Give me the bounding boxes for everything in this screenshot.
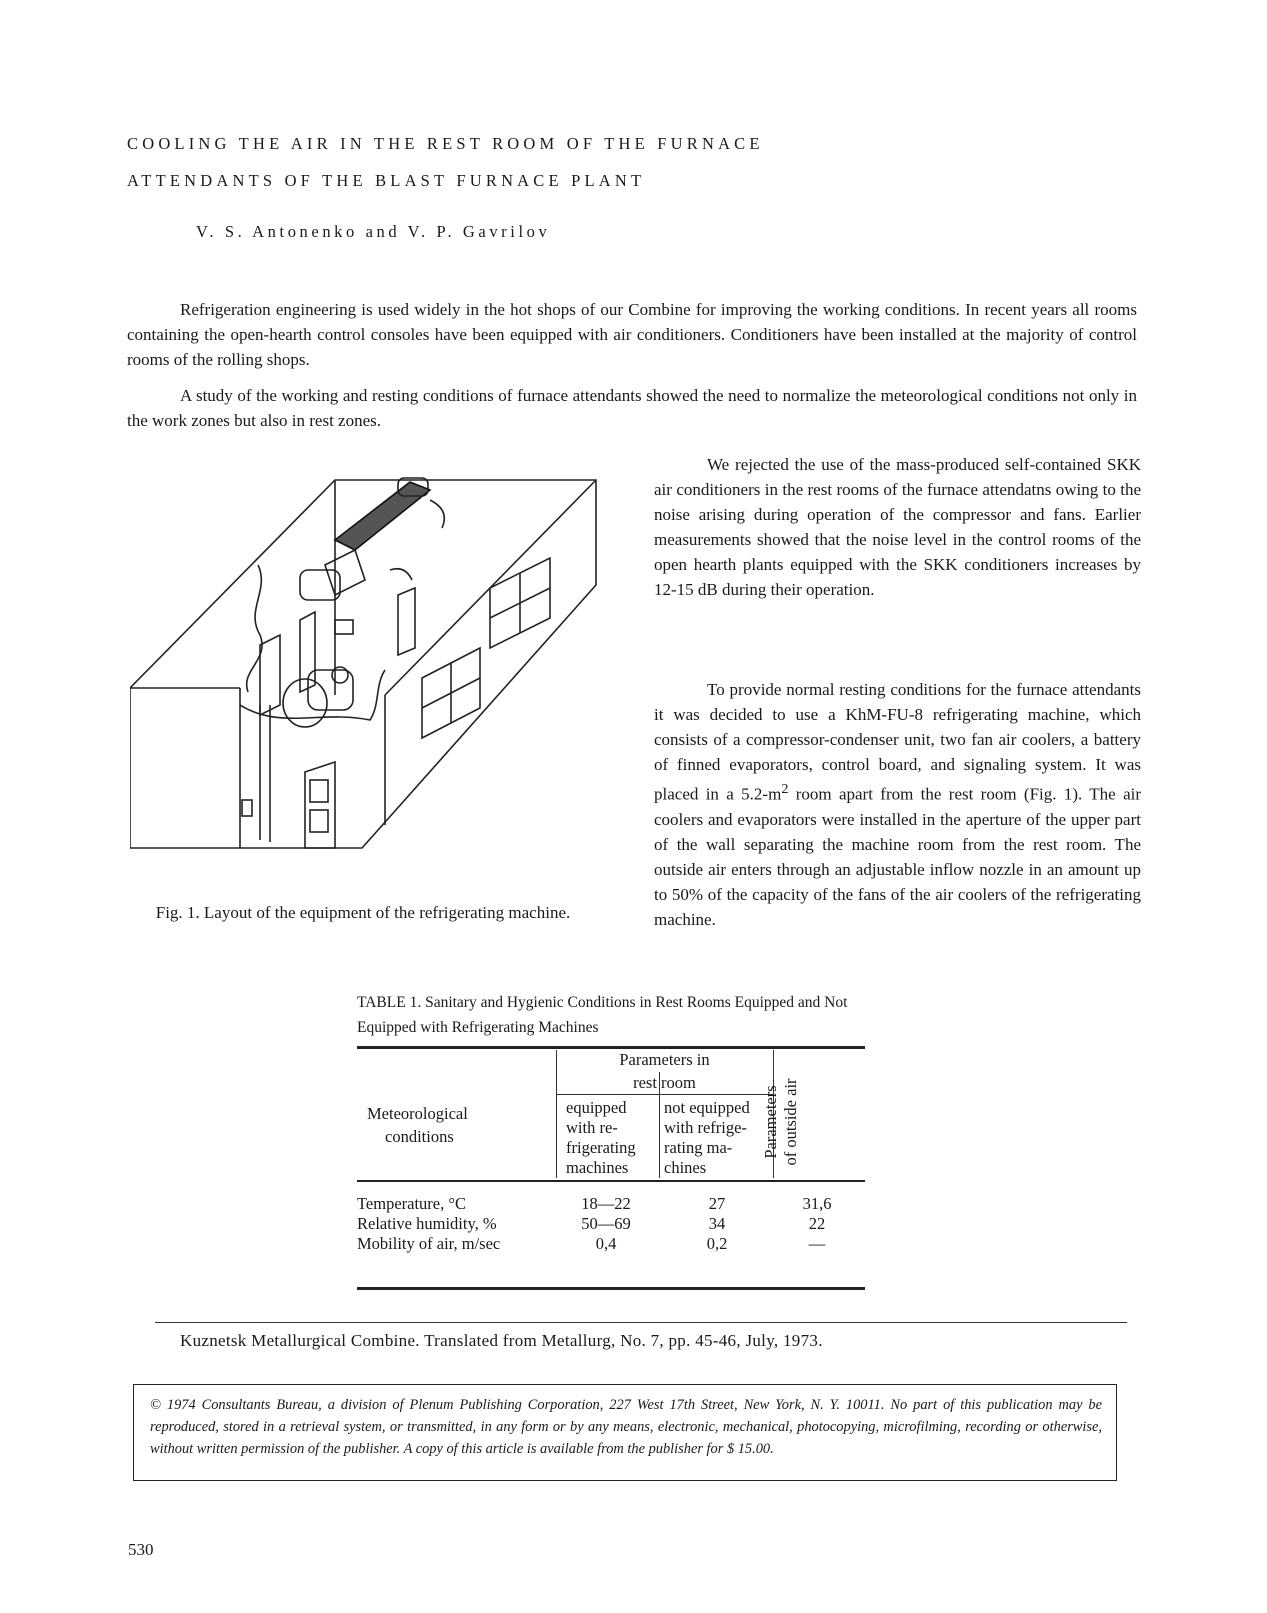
paragraph-3: We rejected the use of the mass-produced self-contained SKK air conditioners in the rest rooms of the furnace attendatns owing to the noise arising during operation of the compressor and fans. Earlier measurements showed that the noise level in the control rooms of the open hearth plants equipped with the SKK conditioners increases by 12-15 dB during their operation. [654,455,1141,599]
table-1-caption: TABLE 1. Sanitary and Hygienic Conditions in Rest Rooms Equipped and Not Equipped with Refrigerating Machines [357,994,848,1036]
header-not-equipped-line: not equipped [664,1098,750,1117]
header-equipped-line: machines [566,1158,629,1177]
header-equipped [566,1098,658,1178]
row-not-equipped: 0,2 [706,1234,728,1253]
table-row [357,1214,865,1234]
table-bottom-rule [357,1287,865,1290]
header-outside-air [761,1058,801,1186]
row-outside: — [808,1234,826,1253]
table-row [357,1194,865,1214]
footnote: Kuznetsk Metallurgical Combine. Translated from Metallurg, No. 7, pp. 45-46, July, 1973. [180,1331,823,1350]
header-equipped-line: equipped [566,1098,627,1117]
header-conditions-line-1: Meteorological [367,1104,468,1123]
header-equipped-line: frigerating [566,1138,636,1157]
header-not-equipped [664,1098,772,1178]
airflow-arrow [430,500,444,528]
header-conditions [367,1102,547,1148]
header-outside-line-2: of outside air [781,1078,800,1166]
header-params-line-2: rest room [633,1073,696,1092]
title-line-1: COOLING THE AIR IN THE REST ROOM OF THE FURNACE [127,134,764,153]
footnote-rule [155,1322,1127,1323]
row-equipped: 0,4 [595,1234,617,1253]
evaporator-panel [260,635,280,715]
air-duct [335,482,430,550]
table-body [357,1194,865,1254]
table-1 [357,1046,865,1291]
figure-1-caption: Fig. 1. Layout of the equipment of the refrigerating machine. [155,903,571,922]
paragraph-2: A study of the working and resting conditions of furnace attendants showed the need to normalize the meteorological conditions not only in the work zones but also in rest zones. [127,386,1137,430]
header-params [556,1048,773,1094]
header-outside-line-1: Parameters [761,1085,780,1159]
paragraph-4-text: To provide normal resting conditions for the furnace attendants it was decided to use a KhM-FU-8 refrigerating machine, which consists of a compressor-condenser unit, two fan air coolers, a battery of finned evaporators, control board, and signaling system. It was placed in a 5.2-m [654,680,1141,804]
fan-air-cooler [300,570,340,600]
authors: V. S. Antonenko and V. P. Gavrilov [196,222,551,241]
paragraph-1: Refrigeration engineering is used widely in the hot shops of our Combine for improving the working conditions. In recent years all rooms containing the open-hearth control consoles have been equipped with air conditioners. Conditioners have been installed at the majority of control rooms of the rolling shops. [127,300,1137,369]
table-subheader-rule [556,1094,773,1095]
row-equipped: 18—22 [581,1194,631,1213]
copyright-notice: © 1974 Consultants Bureau, a division of Plenum Publishing Corporation, 227 West 17th Street, New York, N. Y. 10011. No part of this publication may be reproduced, stored in a retrieval system, or transmitted, in any form or by any means, electronic, mechanical, photocopying, microfilming, recording or otherwise, without written permission of the publisher. A copy of this article is available from the publisher for $ 15.00. [133,1384,1117,1481]
figure-1-drawing [130,470,600,880]
title-line-2: ATTENDANTS OF THE BLAST FURNACE PLANT [127,171,646,190]
door [305,762,335,848]
header-conditions-line-2: conditions [385,1127,454,1146]
paragraph-4 [654,677,1141,932]
header-not-equipped-line: with refrige- [664,1118,747,1137]
page-number: 530 [128,1540,154,1559]
header-not-equipped-line: rating ma- [664,1138,733,1157]
row-label: Relative humidity, % [357,1214,497,1233]
header-params-line-1: Parameters in [619,1050,710,1069]
row-not-equipped: 27 [708,1194,726,1213]
row-not-equipped: 34 [708,1214,726,1233]
row-equipped: 50—69 [581,1214,631,1233]
row-outside: 22 [808,1214,826,1233]
row-label: Mobility of air, m/sec [357,1234,501,1253]
paragraph-4-text-cont: room apart from the rest room (Fig. 1). The air coolers and evaporators were installed in the aperture of the upper part of the wall separating the machine room from the rest room. The outside air enters through an adjustable inflow nozzle in an amount up to 50% of the capacity of the fans of the air coolers of the refrigerating machine. [654,784,1142,929]
inner-door [398,588,415,655]
header-equipped-line: with re- [566,1118,618,1137]
compressor-unit [283,679,327,727]
row-outside: 31,6 [802,1194,832,1213]
control-board [242,800,252,816]
row-label: Temperature, °C [357,1194,466,1213]
figure-1 [130,470,600,885]
table-row [357,1234,865,1254]
header-not-equipped-line: chines [664,1158,707,1177]
paragraph-4-superscript: 2 [781,781,789,797]
